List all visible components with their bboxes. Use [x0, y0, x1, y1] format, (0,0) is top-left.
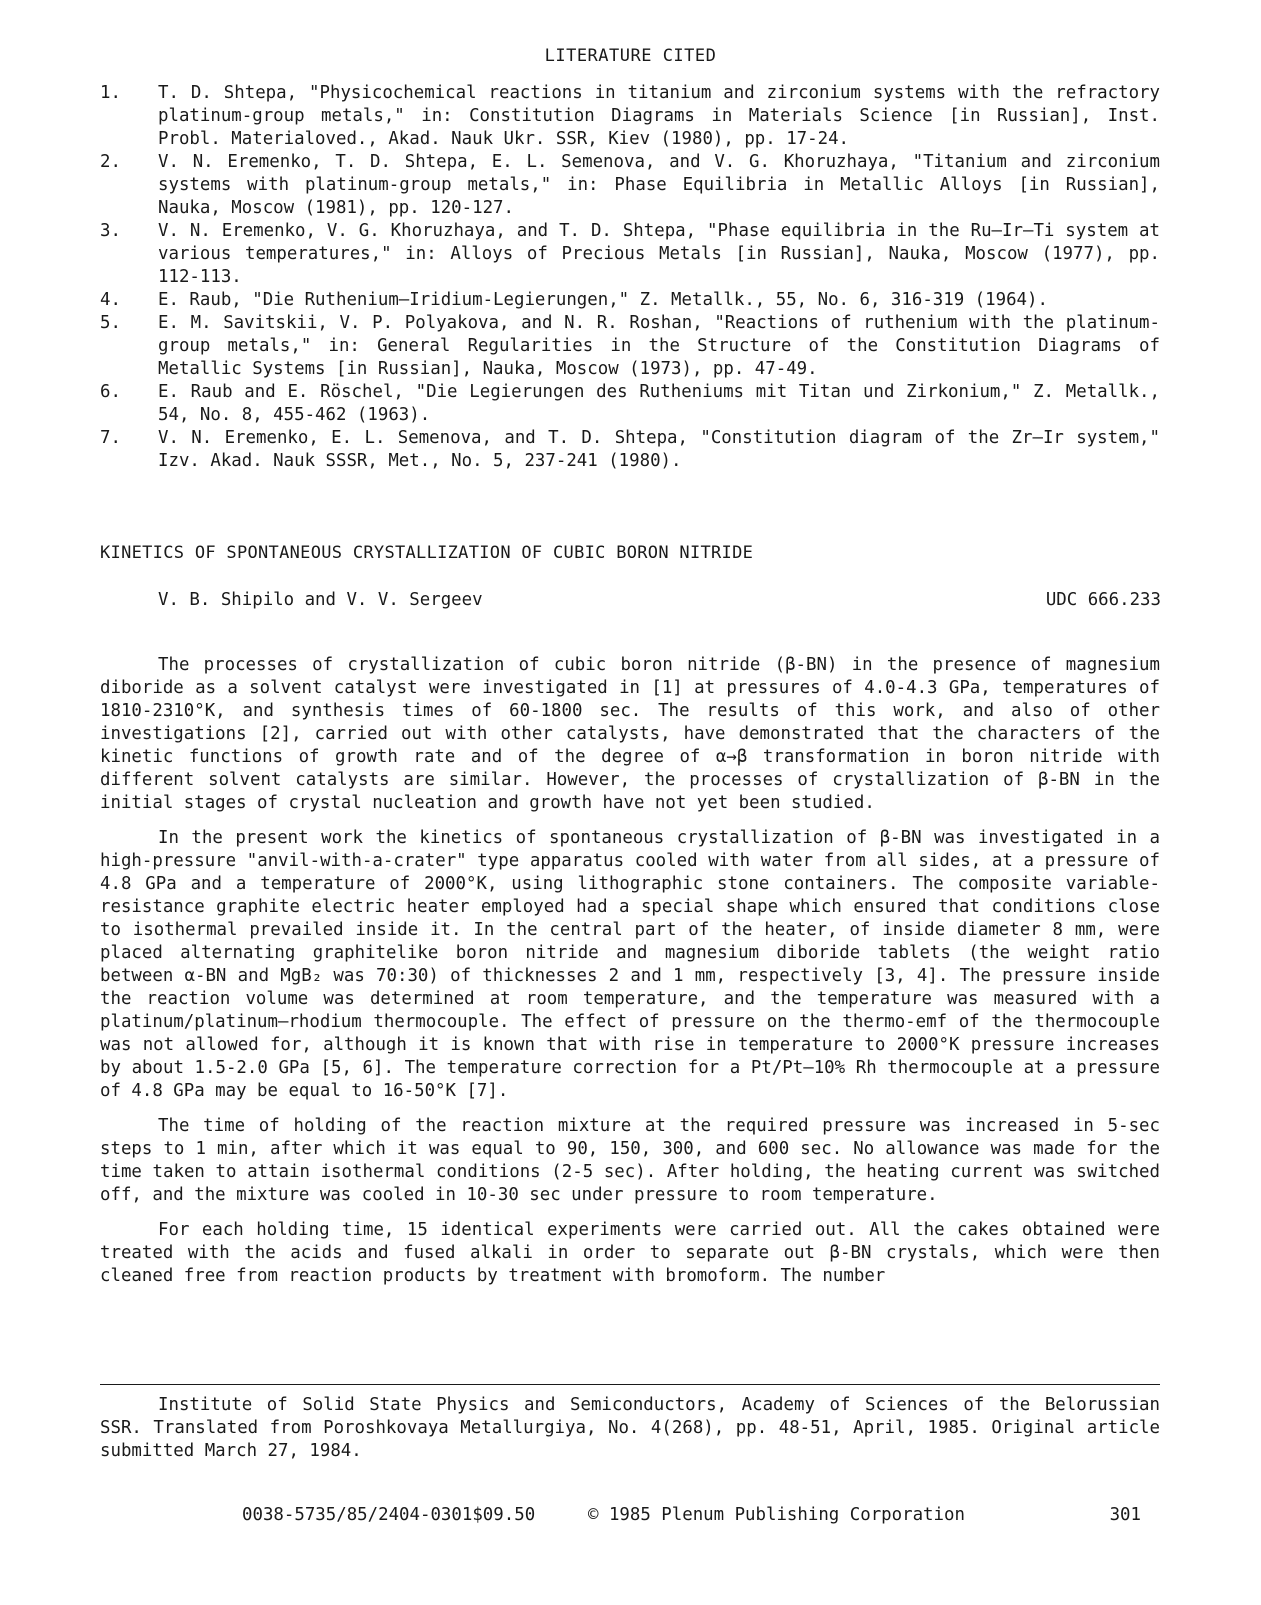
reference-text: V. N. Eremenko, T. D. Shtepa, E. L. Semenova, and V. G. Khoruzhaya, "Titanium and zirconium systems with platinum-group metals," in: Phase Equilibria in Metallic Alloys [in Russian], Nauka, Moscow (1981), pp. 120-127. — [158, 152, 1160, 218]
reference-number: 3. — [100, 221, 121, 241]
reference-text: E. M. Savitskii, V. P. Polyakova, and N. R. Roshan, "Reactions of ruthenium with the platinum-group metals," in: General Regularities in the Structure of the Constitution Diagrams of Metallic Systems [in Russian], Nauka, Moscow (1973), pp. 47-49. — [158, 313, 1160, 379]
reference-text: E. Raub and E. Röschel, "Die Legierungen des Rutheniums mit Titan und Zirkonium," Z. Metallk., 54, No. 8, 455-462 (1963). — [158, 382, 1160, 425]
reference-item — [100, 312, 1160, 381]
reference-number: 4. — [100, 290, 121, 310]
literature-cited-heading: LITERATURE CITED — [544, 46, 717, 66]
body-paragraph: The time of holding of the reaction mixture at the required pressure was increased in 5-sec steps to 1 min, after which it was equal to 90, 150, 300, and 600 sec. No allowance was made for the time taken to attain isothermal conditions (2-5 sec). After holding, the heating current was switched off, and the mixture was cooled in 10-30 sec under pressure to room temperature. — [100, 1116, 1160, 1205]
copyright-notice: © 1985 Plenum Publishing Corporation — [588, 1505, 965, 1525]
reference-item — [100, 289, 1160, 312]
reference-number: 5. — [100, 313, 121, 333]
article-title: KINETICS OF SPONTANEOUS CRYSTALLIZATION OF CUBIC BORON NITRIDE — [100, 543, 754, 563]
reference-text: E. Raub, "Die Ruthenium—Iridium-Legierungen," Z. Metallk., 55, No. 6, 316-319 (1964). — [158, 290, 1048, 310]
page-number: 301 — [1109, 1505, 1141, 1525]
reference-list — [100, 82, 1160, 473]
publication-code: 0038-5735/85/2404-0301$09.50 — [242, 1505, 536, 1525]
footnote-divider — [100, 1384, 1160, 1385]
reference-text: V. N. Eremenko, V. G. Khoruzhaya, and T. D. Shtepa, "Phase equilibria in the Ru—Ir—Ti system at various temperatures," in: Alloys of Precious Metals [in Russian], Nauka, Moscow (1977), pp. 112-113. — [158, 221, 1160, 287]
reference-item — [100, 151, 1160, 220]
reference-item — [100, 82, 1160, 151]
body-paragraph: The processes of crystallization of cubic boron nitride (β-BN) in the presence of magnesium diboride as a solvent catalyst were investigated in [1] at pressures of 4.0-4.3 GPa, temperatures of 1810-2310°K, and synthesis times of 60-1800 sec. The results of this work, and also of other investigations [2], carried out with other catalysts, have demonstrated that the characters of the kinetic functions of growth rate and of the degree of α→β transformation in boron nitride with different solvent catalysts are similar. However, the processes of crystallization of β-BN in the initial stages of crystal nucleation and growth have not yet been studied. — [100, 655, 1160, 813]
article-body — [100, 654, 1160, 1300]
article-authors: V. B. Shipilo and V. V. Sergeev — [158, 590, 483, 610]
reference-number: 2. — [100, 152, 121, 172]
reference-text: V. N. Eremenko, E. L. Semenova, and T. D. Shtepa, "Constitution diagram of the Zr—Ir system," Izv. Akad. Nauk SSSR, Met., No. 5, 237-241 (1980). — [158, 428, 1160, 471]
reference-item — [100, 220, 1160, 289]
reference-item — [100, 427, 1160, 473]
affiliation-footnote: Institute of Solid State Physics and Semiconductors, Academy of Sciences of the Belorussian SSR. Translated from Poroshkovaya Metallurgiya, No. 4(268), pp. 48-51, April, 1985. Original article submitted March 27, 1984. — [100, 1395, 1160, 1461]
reference-number: 7. — [100, 428, 121, 448]
body-paragraph: In the present work the kinetics of spontaneous crystallization of β-BN was investigated in a high-pressure "anvil-with-a-crater" type apparatus cooled with water from all sides, at a pressure of 4.8 GPa and a temperature of 2000°K, using lithographic stone containers. The composite variable-resistance graphite electric heater employed had a special shape which ensured that conditions close to isothermal prevailed inside it. In the central part of the heater, of inside diameter 8 mm, were placed alternating graphitelike boron nitride and magnesium diboride tablets (the weight ratio between α-BN and MgB₂ was 70:30) of thicknesses 2 and 1 mm, respectively [3, 4]. The pressure inside the reaction volume was determined at room temperature, and the temperature was measured with a platinum/platinum—rhodium thermocouple. The effect of pressure on the thermo-emf of the thermocouple was not allowed for, although it is known that with rise in temperature to 2000°K pressure increases by about 1.5-2.0 GPa [5, 6]. The temperature correction for a Pt/Pt—10% Rh thermocouple at a pressure of 4.8 GPa may be equal to 16-50°K [7]. — [100, 828, 1160, 1101]
reference-item — [100, 381, 1160, 427]
reference-text: T. D. Shtepa, "Physicochemical reactions in titanium and zirconium systems with the refractory platinum-group metals," in: Constitution Diagrams in Materials Science [in Russian], Inst. Probl. Materialoved., Akad. Nauk Ukr. SSR, Kiev (1980), pp. 17-24. — [158, 83, 1160, 149]
reference-number: 6. — [100, 382, 121, 402]
udc-code: UDC 666.233 — [1045, 590, 1161, 610]
reference-number: 1. — [100, 83, 121, 103]
body-paragraph: For each holding time, 15 identical experiments were carried out. All the cakes obtained were treated with the acids and fused alkali in order to separate out β-BN crystals, which were then cleaned free from reaction products by treatment with bromoform. The number — [100, 1220, 1160, 1286]
